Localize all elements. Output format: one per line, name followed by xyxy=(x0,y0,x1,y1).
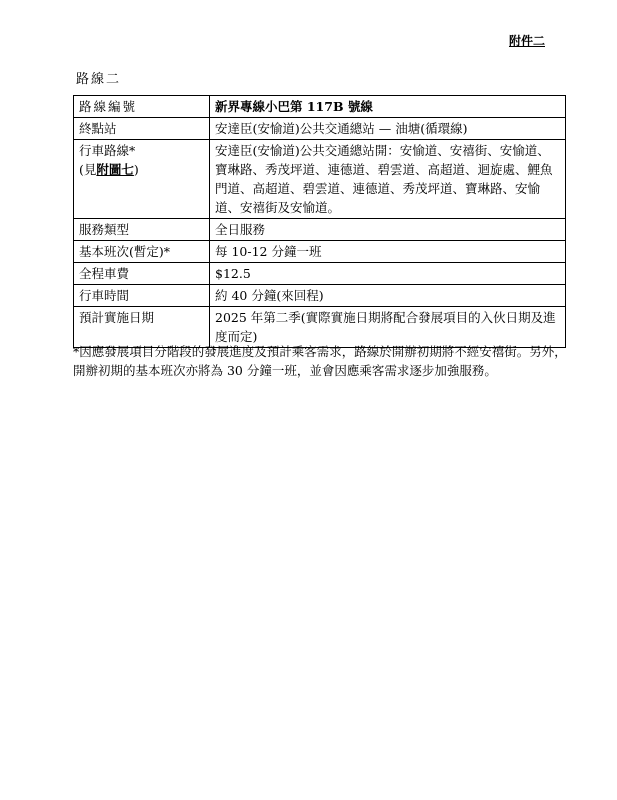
journey-time-value: 約 40 分鐘(來回程) xyxy=(210,285,566,307)
route-number-value: 新界專線小巴第 117B 號線 xyxy=(210,96,566,118)
route-number-label: 路線編號 xyxy=(74,96,210,118)
annex-map-link: 附圖七 xyxy=(96,162,134,177)
service-type-value: 全日服務 xyxy=(210,219,566,241)
routing-label-note xyxy=(79,160,204,179)
terminus-label: 終點站 xyxy=(74,118,210,140)
route-heading: 路線二 xyxy=(76,72,122,87)
frequency-label: 基本班次(暫定)* xyxy=(74,241,210,263)
journey-time-label: 行車時間 xyxy=(74,285,210,307)
routing-note-close: ) xyxy=(133,162,139,177)
routing-label: 行車路線* xyxy=(79,143,136,158)
routing-label-cell xyxy=(74,140,210,219)
fare-label: 全程車費 xyxy=(74,263,210,285)
terminus-value: 安達臣(安愉道)公共交通總站 — 油塘(循環線) xyxy=(210,118,566,140)
table-row xyxy=(74,285,566,307)
routing-value: 安達臣(安愉道)公共交通總站開：安愉道、安禧街、安愉道、寶琳路、秀茂坪道、連德道、碧雲道、高超道、迴旋處、鯉魚門道、高超道、碧雲道、連德道、秀茂坪道、寶琳路、安愉道、安禧街及安愉道。 xyxy=(210,140,566,219)
table-row xyxy=(74,118,566,140)
footnote: *因應發展項目分階段的發展進度及預計乘客需求，路線於開辦初期將不經安禧街。另外，開辦初期的基本班次亦將為 30 分鐘一班，並會因應乘客需求逐步加強服務。 xyxy=(73,344,567,378)
table-row xyxy=(74,241,566,263)
fare-value: $12.5 xyxy=(210,263,566,285)
annex-label: 附件二 xyxy=(508,34,545,48)
frequency-value: 每 10-12 分鐘一班 xyxy=(210,241,566,263)
table-row xyxy=(74,140,566,219)
implementation-date-value: 2025 年第二季(實際實施日期將配合發展項目的入伙日期及進度而定) xyxy=(210,307,566,348)
table-row xyxy=(74,263,566,285)
table-row xyxy=(74,96,566,118)
table-row xyxy=(74,219,566,241)
routing-note-open: (見 xyxy=(79,162,97,177)
service-type-label: 服務類型 xyxy=(74,219,210,241)
implementation-date-label: 預計實施日期 xyxy=(74,307,210,348)
route-details-table xyxy=(73,95,566,348)
